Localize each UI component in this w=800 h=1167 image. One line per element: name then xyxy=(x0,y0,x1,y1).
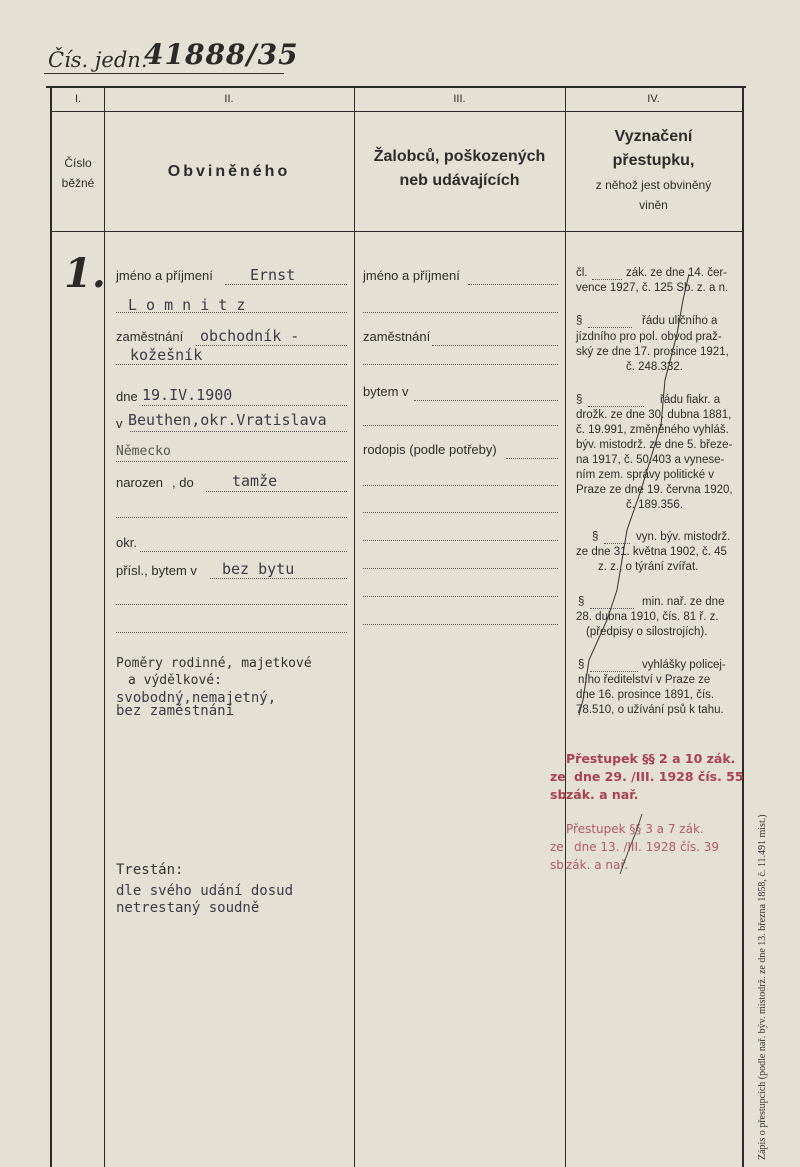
accused-district-label: okr. xyxy=(116,535,137,550)
family-heading-a: Poměry rodinné, majetkové xyxy=(116,656,312,671)
accused-born-label: narozen xyxy=(116,475,163,490)
accused-name-label: jméno a příjmení xyxy=(116,268,213,283)
accused-country: Německo xyxy=(116,444,171,459)
file-number-underline xyxy=(44,73,284,74)
accused-to-value: tamže xyxy=(232,472,278,490)
accused-surname: L o m n i t z xyxy=(128,296,246,314)
accused-domicile-label: přísl., bytem v xyxy=(116,563,197,578)
side-note: Zápis o přestupcích (podle nař. býv. mistodrž. ze dne 13. března 1858, č. 11.491 mist.) xyxy=(757,814,768,1160)
file-number-value: 41888/35 xyxy=(144,38,299,71)
accused-date-label: dne xyxy=(116,389,138,404)
file-number-label: Čís. jedn. xyxy=(48,48,148,72)
family-value-a: svobodný,nemajetný, xyxy=(116,690,277,706)
column-numeral-1: I. xyxy=(74,93,82,105)
complainant-residence-label: bytem v xyxy=(363,384,409,399)
accused-birth-date: 19.IV.1900 xyxy=(142,386,233,404)
accused-birth-place: Beuthen,okr.Vratislava xyxy=(128,411,327,429)
complainant-occupation-label: zaměstnání xyxy=(363,329,431,344)
strike-mark xyxy=(565,260,742,720)
criminal-value-a: dle svého udání dosud xyxy=(116,883,294,899)
accused-occupation-a: obchodník - xyxy=(200,327,300,345)
column-numeral-2: II. xyxy=(224,93,234,105)
criminal-value-b: netrestaný soudně xyxy=(116,900,260,916)
complainant-biography-label: rodopis (podle potřeby) xyxy=(363,442,497,457)
criminal-heading: Trestán: xyxy=(116,862,184,878)
accused-occupation-label: zaměstnání xyxy=(116,329,184,344)
accused-to-label: , do xyxy=(172,475,194,490)
column-numeral-3: III. xyxy=(453,93,466,105)
family-heading-b: a výdělkové: xyxy=(128,673,222,688)
family-value-b: bez zaměstnání xyxy=(116,703,235,719)
accused-domicile-value: bez bytu xyxy=(222,560,295,578)
column-numeral-4: IV. xyxy=(647,93,660,105)
row-number: 1. xyxy=(64,250,106,297)
accused-place-label: v xyxy=(116,416,123,431)
accused-occupation-b: kožešník xyxy=(130,346,203,364)
file-number-header xyxy=(44,40,304,80)
column-header-accused: Obviněného xyxy=(167,163,291,180)
complainant-name-label: jméno a příjmení xyxy=(363,268,460,283)
accused-first-name: Ernst xyxy=(250,266,296,284)
